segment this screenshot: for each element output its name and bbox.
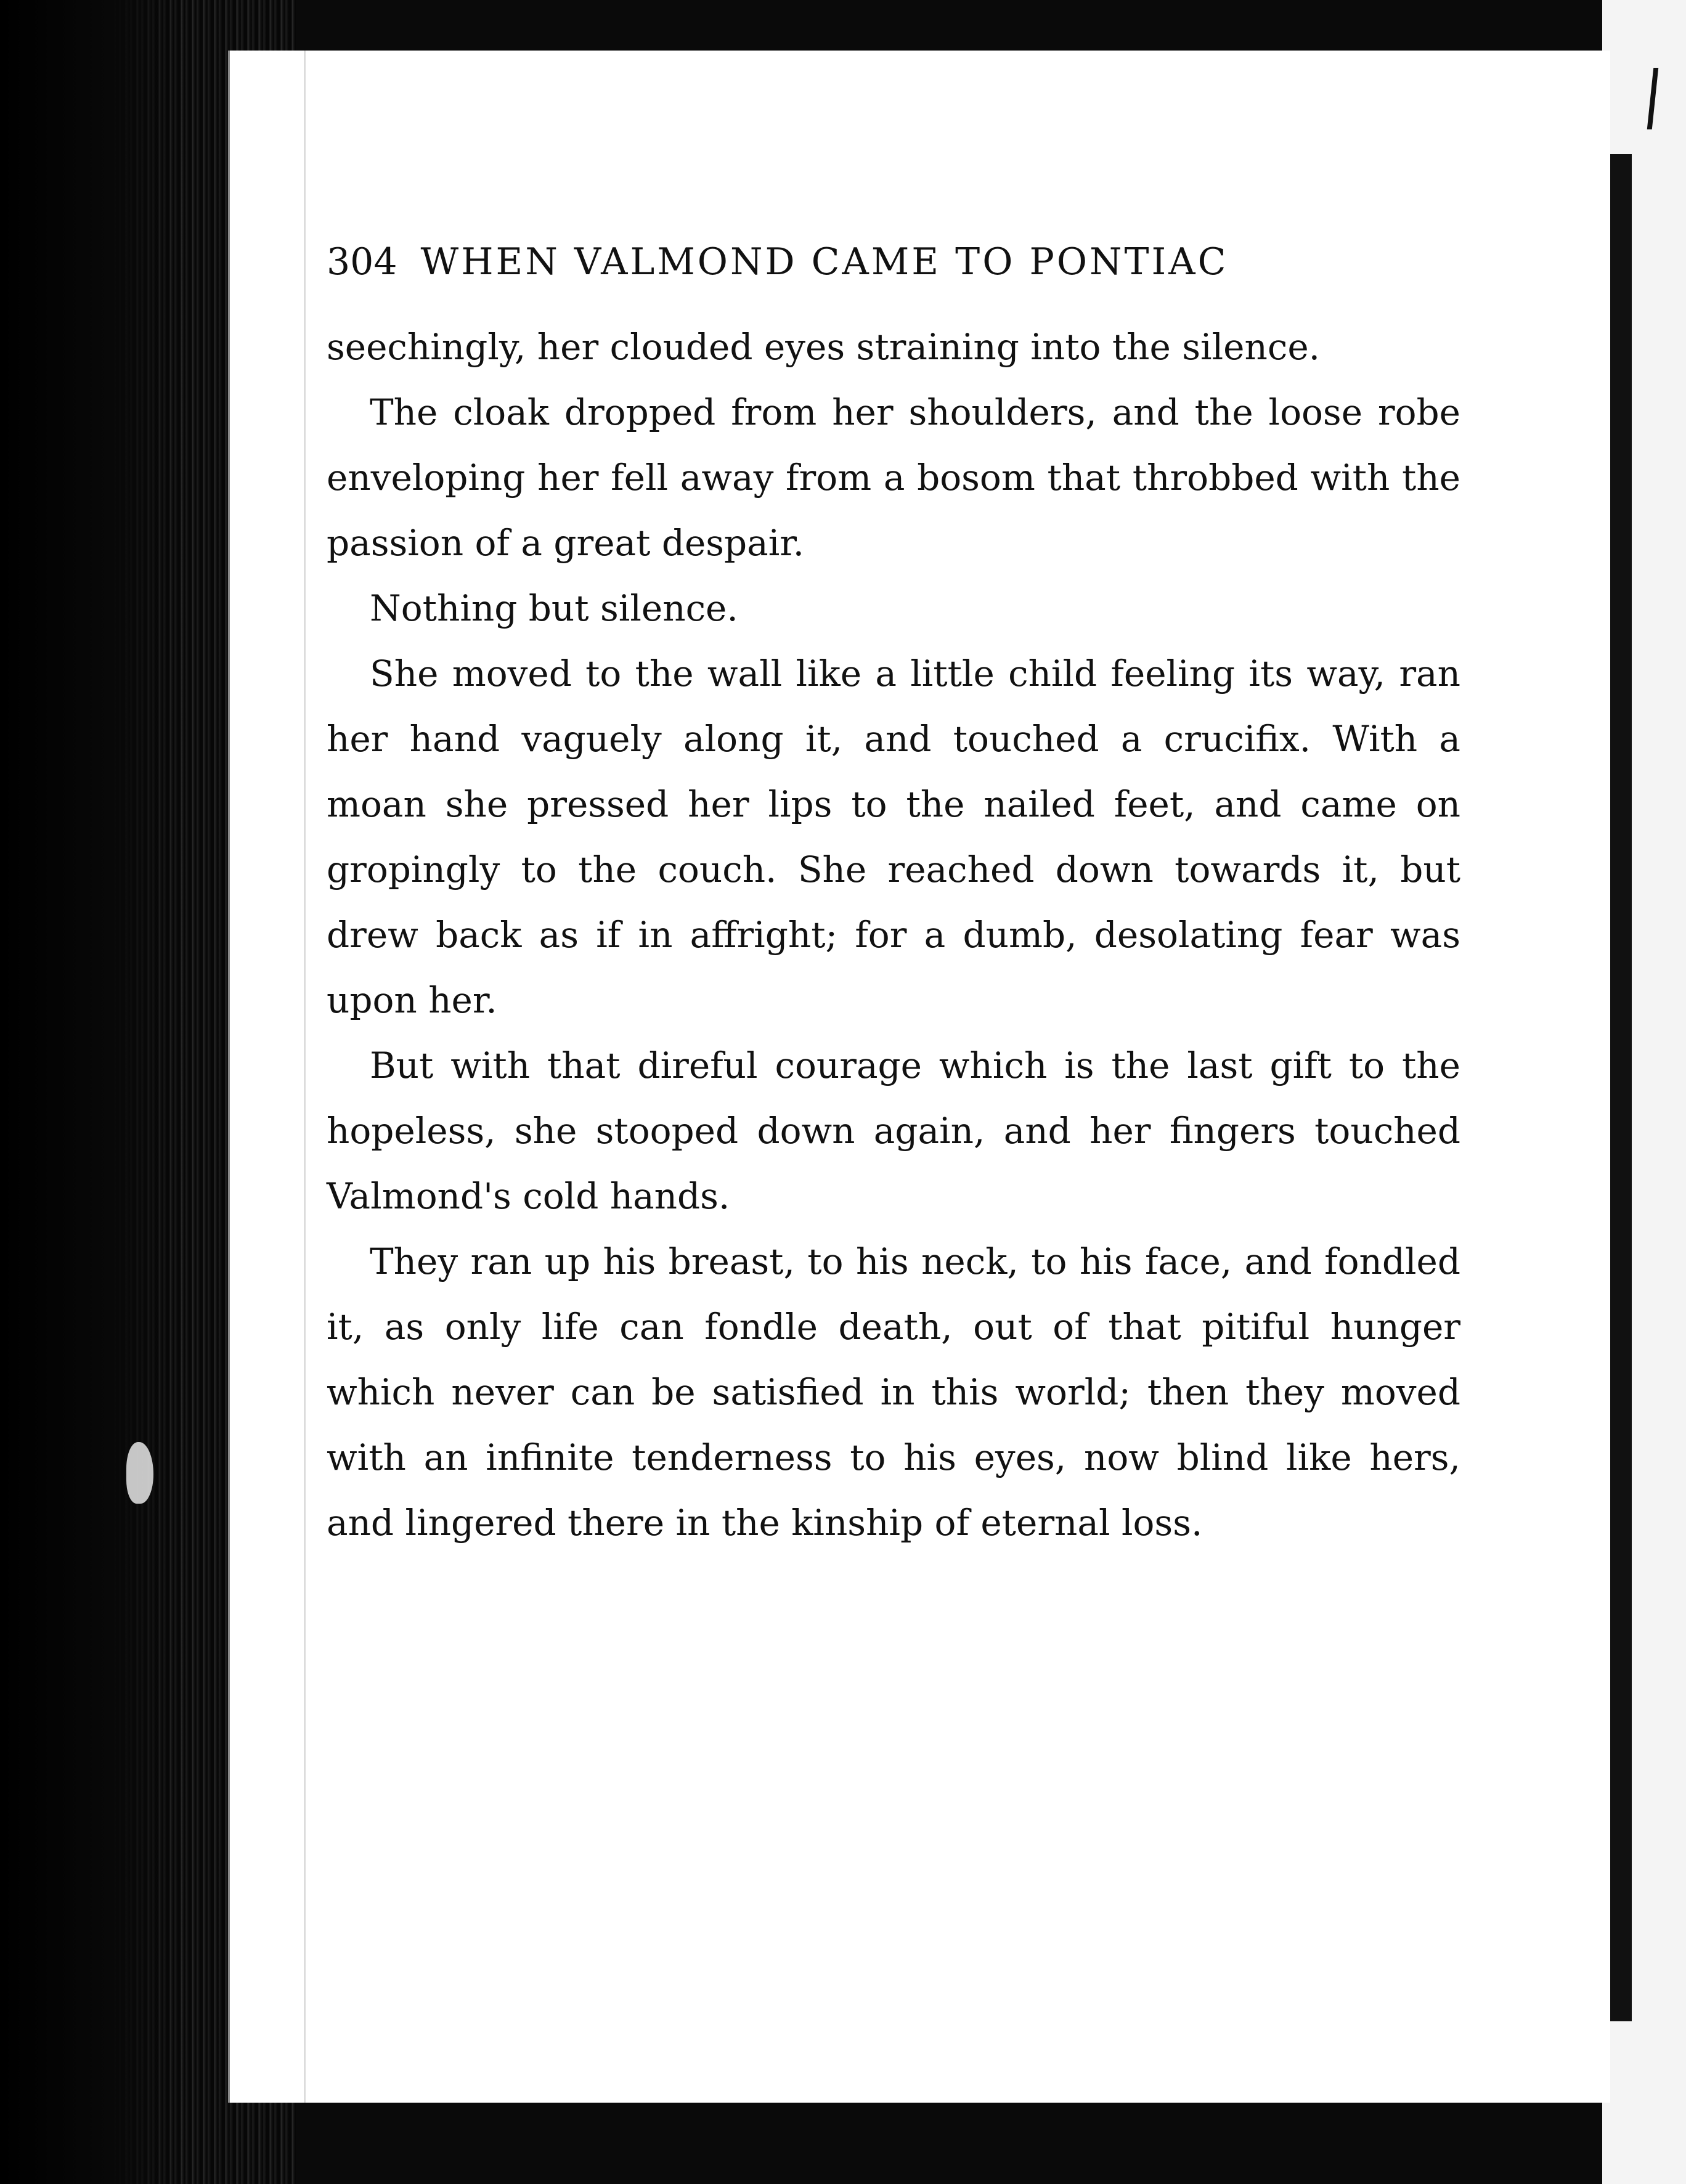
paragraph: The cloak dropped from her shoulders, and the loose robe enveloping her fell away from a bosom that throbbed with the passion of a great despair. xyxy=(327,391,1460,564)
next-page-binding xyxy=(1610,154,1632,2021)
paragraph: She moved to the wall like a little child feeling its way, ran her hand vaguely along it, and touched a crucifix. With a moan she pressed her lips to the nailed feet, and came on gropingly to the couch. She reached down towards it, but drew back as if in affright; for a dumb, desolating fear was upon her. xyxy=(327,653,1460,1021)
paragraph: They ran up his breast, to his neck, to his face, and fondled it, as only life can fondle death, out of that pitiful hunger which never can be satisfied in this world; then they moved with an infinite tenderness to his eyes, now blind like hers, and lingered there in the kinship of eternal loss. xyxy=(327,1241,1460,1544)
page-number: 304 xyxy=(327,240,397,283)
book-edge-shadow xyxy=(0,0,185,2184)
body-text xyxy=(327,314,1460,1555)
page-header xyxy=(327,240,1460,296)
running-head: WHEN VALMOND CAME TO PONTIAC xyxy=(420,240,1229,283)
scan-speck xyxy=(126,1442,153,1504)
page-margin-line xyxy=(304,51,306,2103)
paragraph: Nothing but silence. xyxy=(370,587,738,629)
paragraph: But with that direful courage which is the last gift to the hopeless, she stooped down again, and her fingers touched Valmond's cold hands. xyxy=(327,1045,1460,1217)
paragraph: seechingly, her clouded eyes straining into the silence. xyxy=(327,326,1321,368)
